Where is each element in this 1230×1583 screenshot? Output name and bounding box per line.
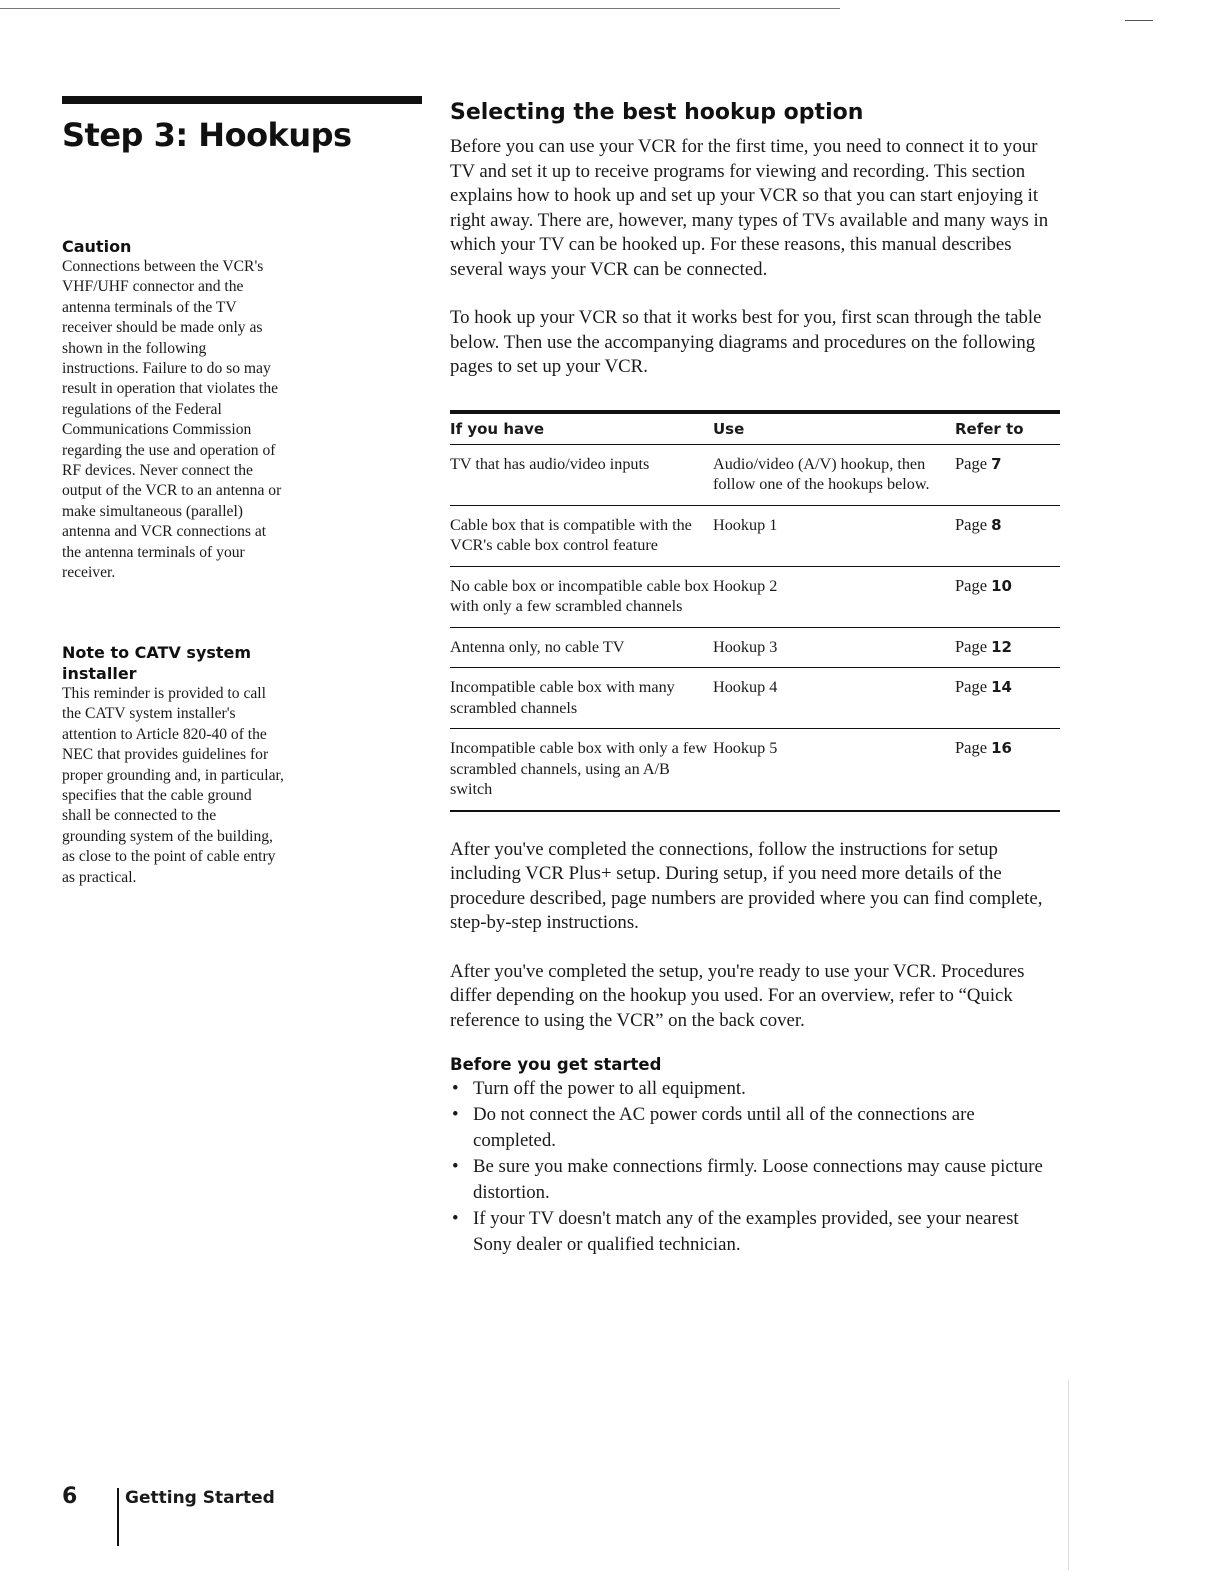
- table-row: [450, 566, 1060, 627]
- page-number: 6: [62, 1484, 78, 1509]
- cell-use: Audio/video (A/V) hookup, then follow one of the hookups below.: [713, 444, 955, 505]
- intro-paragraph-2: To hook up your VCR so that it works best for you, first scan through the table below. Then use the accompanying diagrams and procedures on the following pages to set up your VCR.: [450, 307, 1042, 377]
- cell-use: Hookup 2: [713, 566, 955, 627]
- list-item: • Be sure you make connections firmly. Loose connections may cause picture distortion.: [452, 1156, 1043, 1203]
- catv-note: [62, 642, 284, 888]
- cell-use: Hookup 5: [713, 729, 955, 811]
- cell-refer: [955, 505, 1060, 566]
- caution-note: [62, 236, 284, 584]
- cell-refer: [955, 566, 1060, 627]
- hookup-table: [450, 410, 1060, 812]
- cell-refer: [955, 627, 1060, 668]
- cell-use: Hookup 3: [713, 627, 955, 668]
- before-you-start-heading: Before you get started: [450, 1055, 662, 1074]
- page-word: Page: [955, 453, 988, 473]
- page-word: Page: [955, 738, 988, 757]
- page-ref-number: 14: [991, 678, 1012, 696]
- bullet-icon: •: [452, 1208, 459, 1229]
- catv-heading: Note to CATV system installer: [62, 643, 252, 683]
- intro-paragraph-1: Before you can use your VCR for the first time, you need to connect it to your TV and set it up to receive programs for viewing and recording. This section explains how to hook up and set up your VCR so that you can start enjoying it right away. There are, however, many types of TVs available and many ways in which your TV can be hooked up. For these reasons, this manual describes several ways your VCR can be connected.: [450, 136, 1049, 280]
- cell-use: Hookup 4: [713, 668, 955, 729]
- section-name: Getting Started: [125, 1488, 275, 1508]
- title-block: [62, 96, 422, 154]
- cell-have: No cable box or incompatible cable box with only a few scrambled channels: [450, 566, 713, 627]
- catv-text: This reminder is provided to call the CATV system installer's attention to Article 820-40 of the NEC that provides guidelines for proper grounding and, in particular, specifies that the cable ground shall be connected to the grounding system of the building, as close to the point of cable entry as practical.: [62, 685, 284, 886]
- page-ref-number: 16: [991, 739, 1012, 757]
- page-ref-number: 10: [991, 576, 1012, 595]
- list-item: • If your TV doesn't match any of the examples provided, see your nearest Sony dealer or qualified technician.: [452, 1208, 1019, 1255]
- cell-have: TV that has audio/video inputs: [450, 444, 713, 505]
- cell-refer: [955, 444, 1060, 505]
- cell-use: Hookup 1: [713, 505, 955, 566]
- cell-refer: [955, 668, 1060, 729]
- list-item: • Turn off the power to all equipment.: [450, 1076, 1060, 1102]
- table-row: [450, 627, 1060, 668]
- page-word: Page: [955, 514, 988, 534]
- header-refer-to: Refer to: [955, 412, 1060, 445]
- page-ref-number: 7: [991, 454, 1002, 473]
- cell-have: Incompatible cable box with many scrambled channels: [450, 668, 713, 729]
- list-item: • Do not connect the AC power cords until all of the connections are completed.: [452, 1104, 975, 1151]
- caution-heading: Caution: [62, 237, 132, 256]
- table-header-row: [450, 412, 1060, 445]
- page-ref-number: 12: [991, 637, 1012, 656]
- page-title: Step 3: Hookups: [62, 116, 352, 154]
- page-ref-number: 8: [991, 515, 1002, 534]
- header-if-you-have: If you have: [450, 412, 713, 445]
- caution-text: Connections between the VCR's VHF/UHF connector and the antenna terminals of the TV receiver should be made only as shown in the following instructions. Failure to do so may result in operation that violates the regulations of the Federal Communications Commission regarding the use and operation of RF devices. Never connect the output of the VCR to an antenna or make simultaneous (parallel) antenna and VCR connections at the antenna terminals of your receiver.: [62, 258, 282, 582]
- bullet-icon: •: [452, 1104, 459, 1125]
- cell-refer: [955, 729, 1060, 811]
- before-you-start-list: [450, 1076, 1060, 1258]
- scan-line-top: [0, 8, 840, 9]
- after-connections-paragraph: After you've completed the connections, follow the instructions for setup including VCR Plus+ setup. During setup, if you need more details of the procedure described, page numbers are provided where you can find complete, step-by-step instructions.: [450, 838, 1043, 933]
- cell-have: Cable box that is compatible with the VCR's cable box control feature: [450, 505, 713, 566]
- bullet-icon: •: [452, 1078, 459, 1099]
- bullet-icon: •: [452, 1156, 459, 1177]
- page-word: Page: [955, 575, 988, 595]
- table-row: [450, 729, 1060, 811]
- after-setup-paragraph: After you've completed the setup, you're ready to use your VCR. Procedures differ depending on the hookup you used. For an overview, refer to “Quick reference to using the VCR” on the back cover.: [450, 960, 1025, 1031]
- footer-rule: [117, 1488, 119, 1546]
- page-word: Page: [955, 677, 988, 696]
- cell-have: Antenna only, no cable TV: [450, 627, 713, 668]
- cell-have: Incompatible cable box with only a few scrambled channels, using an A/B switch: [450, 729, 713, 811]
- table-row: [450, 505, 1060, 566]
- scan-line-right: [1125, 20, 1153, 21]
- scan-edge-line: [1068, 1380, 1069, 1570]
- table-row: [450, 668, 1060, 729]
- section-heading: Selecting the best hookup option: [450, 100, 864, 125]
- main-content: [450, 100, 1060, 1258]
- title-rule: [62, 96, 422, 104]
- page-word: Page: [955, 636, 988, 656]
- table-row: [450, 444, 1060, 505]
- header-use: Use: [713, 412, 955, 445]
